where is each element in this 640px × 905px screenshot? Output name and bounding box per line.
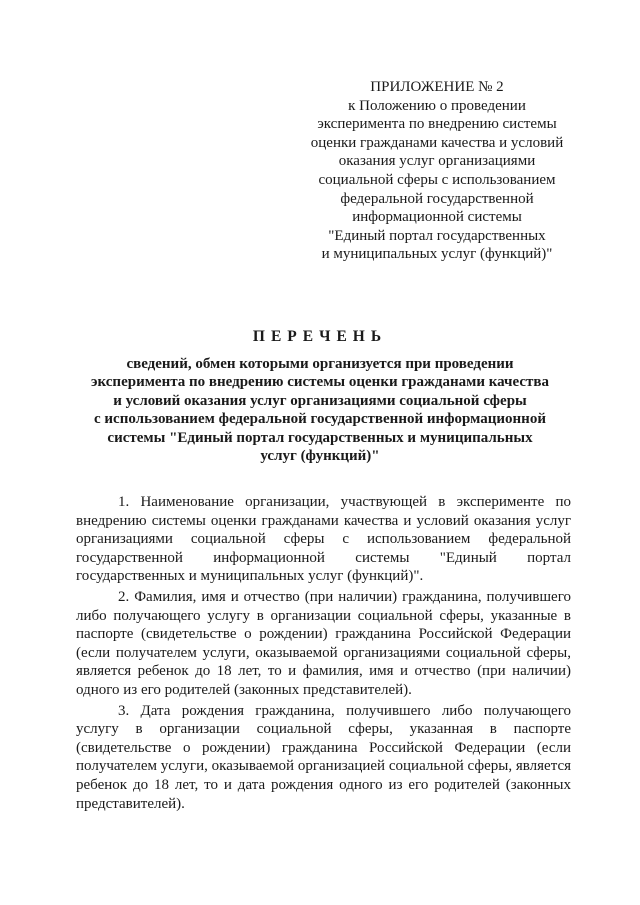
heading-line: системы "Единый портал государственных и муниципальных <box>107 429 533 446</box>
appendix-line: федеральной государственной <box>340 190 534 207</box>
appendix-line: и муниципальных услуг (функций)" <box>321 246 553 263</box>
appendix-line: эксперимента по внедрению системы <box>317 116 557 133</box>
heading-line: услуг (функций)" <box>260 448 380 465</box>
heading-line: сведений, обмен которыми организуется при проведении <box>126 356 514 372</box>
document-title: ПЕРЕЧЕНЬ <box>252 328 388 345</box>
heading-line: и условий оказания услуг организациями социальной сферы <box>113 392 527 409</box>
appendix-title: ПРИЛОЖЕНИЕ № 2 <box>370 79 504 95</box>
document-body <box>76 493 571 815</box>
heading-line: эксперимента по внедрению системы оценки гражданами качества <box>91 374 549 391</box>
heading-line: с использованием федеральной государственной информационной <box>94 411 546 428</box>
list-item: 2. Фамилия, имя и отчество (при наличии) гражданина, получившего либо получающего услугу в организации социальной сферы, указанные в паспорте (свидетельстве о рождении) гражданина Российской Федерации (если получателем услуги, оказываемой организациями социальной сферы, является ребенок до 18 лет, то и фамилия, имя и отчество (при наличии) одного из его родителей (законных представителей). <box>76 588 571 698</box>
appendix-line: к Положению о проведении <box>348 97 526 114</box>
appendix-line: оказания услуг организациями <box>338 153 536 170</box>
appendix-line: социальной сферы с использованием <box>318 171 556 188</box>
list-item: 3. Дата рождения гражданина, получившего либо получающего услугу в организации социальной сферы, указанная в паспорте (свидетельстве о рождении) гражданина Российской Федерации (если получателем услуги, оказываемой организацией социальной сферы, является ребенок до 18 лет, то и дата рождения одного из его родителей (законных представителей). <box>76 702 571 812</box>
appendix-line: оценки гражданами качества и условий <box>310 134 564 151</box>
list-item: 1. Наименование организации, участвующей в эксперименте по внедрению системы оценки гражданами качества и условий оказания услуг организациями социальной сферы с использованием федеральной государственной информационной системы "Единый портал государственных и муниципальных услуг (функций)". <box>76 494 571 585</box>
appendix-line: информационной системы <box>352 209 522 226</box>
appendix-line: "Единый портал государственных <box>328 227 546 244</box>
document-heading <box>70 327 570 465</box>
appendix-header <box>300 78 574 264</box>
